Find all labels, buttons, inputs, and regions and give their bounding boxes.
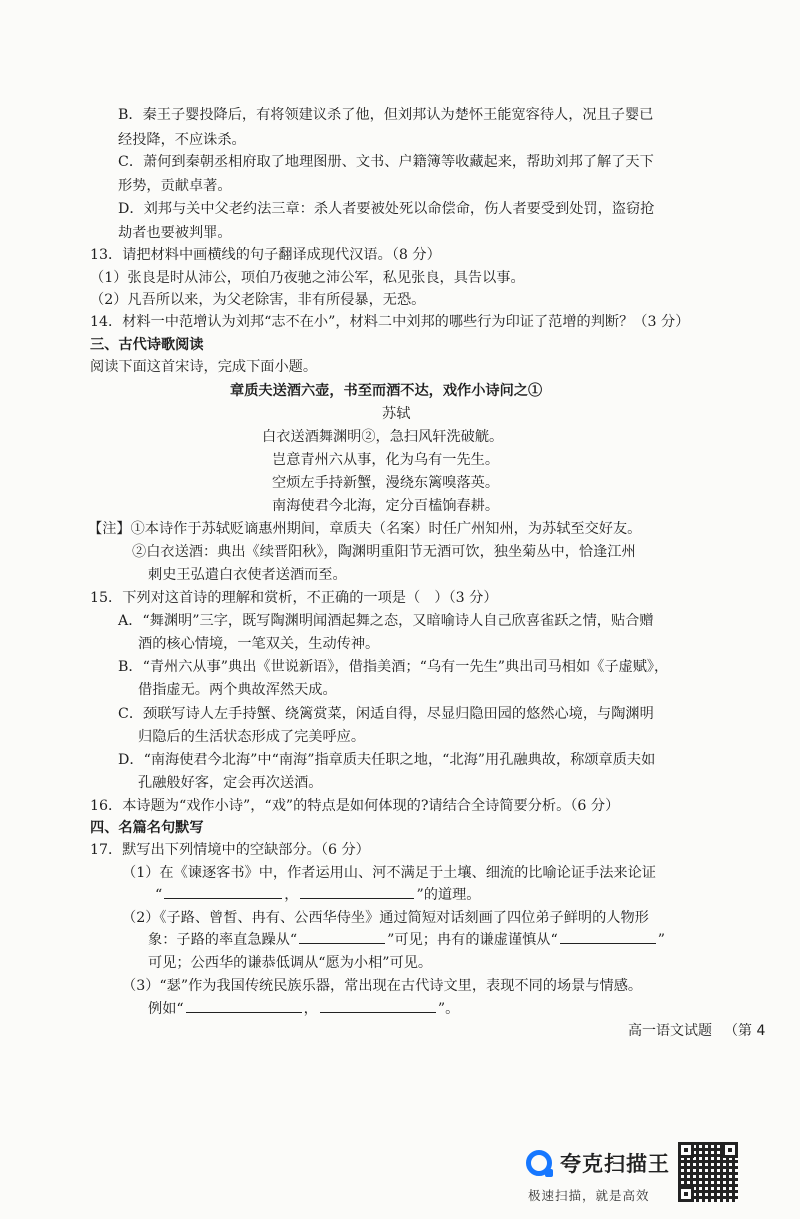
prefix: 象：子路的率直急躁从“ bbox=[148, 932, 298, 948]
option-d-line-2: 劫者也要被判罪。 bbox=[118, 225, 232, 241]
answer-blank[interactable] bbox=[186, 998, 302, 1013]
option-b-line-1: B．秦王子婴投降后，有将领建议杀了他，但刘邦认为楚怀王能宽容待人，况且子婴已 bbox=[118, 107, 654, 123]
close-quote: ”的道理。 bbox=[416, 887, 481, 903]
close-quote: ”。 bbox=[437, 1001, 460, 1017]
poem-line-3: 空烦左手持新蟹，漫绕东篱嗅落英。 bbox=[272, 475, 500, 491]
q17-item-2-cont: 可见；公西华的谦恭低调从“愿为小相”可见。 bbox=[148, 955, 433, 971]
answer-blank[interactable] bbox=[560, 929, 656, 944]
answer-blank[interactable] bbox=[164, 884, 282, 899]
poem-line-4: 南海使君今北海，定分百榼饷春耕。 bbox=[272, 498, 500, 514]
page-footer bbox=[628, 1020, 800, 1040]
q17-item-3-blanks bbox=[148, 997, 459, 1021]
watermark-title: 夸克扫描王 bbox=[560, 1152, 670, 1176]
q15-option-b-1: B．“青州六从事”典出《世说新语》，借指美酒；“乌有一先生”典出司马相如《子虚赋》， bbox=[118, 659, 669, 675]
close-quote: ” bbox=[657, 932, 665, 948]
comma: ， bbox=[303, 1001, 318, 1017]
answer-blank[interactable] bbox=[299, 929, 385, 944]
answer-blank[interactable] bbox=[300, 884, 414, 899]
question-15: 15．下列对这首诗的理解和赏析，不正确的一项是（ ）（3 分） bbox=[90, 590, 498, 606]
qr-code-icon bbox=[678, 1142, 738, 1202]
q17-item-1-blanks bbox=[155, 883, 480, 907]
q15-option-d-2: 孔融般好客，定会再次送酒。 bbox=[138, 775, 323, 791]
option-c-line-2: 形势，贡献卓著。 bbox=[118, 178, 232, 194]
question-13: 13．请把材料中画横线的句子翻译成现代汉语。（8 分） bbox=[90, 247, 441, 263]
note-2-cont: 刺史王弘遣白衣使者送酒而至。 bbox=[148, 567, 347, 583]
question-17: 17．默写出下列情境中的空缺部分。（6 分） bbox=[90, 842, 370, 858]
question-13-sentence-1: （1）张良是时从沛公，项伯乃夜驰之沛公军，私见张良，具告以事。 bbox=[90, 270, 525, 286]
section-3-instruction: 阅读下面这首宋诗，完成下面小题。 bbox=[90, 359, 318, 375]
watermark-logo bbox=[526, 1146, 696, 1180]
q17-item-2: （2）《子路、曾皙、冉有、公西华侍坐》通过简短对话刻画了四位弟子鲜明的人物形 bbox=[122, 910, 649, 926]
middle: ”可见；冉有的谦虚谨慎从“ bbox=[387, 932, 558, 948]
option-b-line-2: 经投降，不应诛杀。 bbox=[118, 132, 246, 148]
poem-line-1: 白衣送酒舞渊明②，急扫风轩洗破觥。 bbox=[262, 429, 504, 445]
open-quote: “ bbox=[155, 887, 163, 903]
section-4-heading: 四、名篇名句默写 bbox=[90, 820, 204, 836]
q15-option-a-2: 酒的核心情境，一笔双关，生动传神。 bbox=[138, 636, 380, 652]
option-d-line-1: D．刘邦与关中父老约法三章：杀人者要被处死以命偿命，伤人者要受到处罚，盗窃抢 bbox=[118, 201, 655, 217]
question-14: 14．材料一中范增认为刘邦“志不在小”，材料二中刘邦的哪些行为印证了范增的判断？（3 分） bbox=[90, 314, 690, 330]
q15-option-c-1: C．颈联写诗人左手持蟹、绕篱赏菜，闲适自得，尽显归隐田园的悠然心境，与陶渊明 bbox=[118, 706, 654, 722]
q17-item-3: （3）“瑟”作为我国传统民族乐器，常出现在古代诗文里，表现不同的场景与情感。 bbox=[122, 978, 643, 994]
note-1: 【注】①本诗作于苏轼贬谪惠州期间，章质夫（名案）时任广州知州，为苏轼至交好友。 bbox=[88, 521, 642, 537]
question-16: 16．本诗题为“戏作小诗”，“戏”的特点是如何体现的?请结合全诗简要分析。（6 分） bbox=[90, 798, 620, 814]
comma: ， bbox=[284, 887, 299, 903]
q15-option-c-2: 归隐后的生活状态形成了完美呼应。 bbox=[138, 729, 366, 745]
option-c-line-1: C．萧何到秦朝丞相府取了地理图册、文书、户籍簿等收藏起来，帮助刘邦了解了天下 bbox=[118, 154, 654, 170]
quark-logo-icon bbox=[526, 1150, 552, 1176]
answer-blank[interactable] bbox=[320, 998, 436, 1013]
q15-option-d-1: D．“南海使君今北海”中“南海”指章质夫任职之地，“北海”用孔融典故，称颂章质夫如 bbox=[118, 752, 656, 768]
note-2: ②白衣送酒：典出《续晋阳秋》，陶渊明重阳节无酒可饮，独坐菊丛中，恰逢江州 bbox=[132, 544, 636, 560]
section-3-heading: 三、古代诗歌阅读 bbox=[90, 337, 204, 353]
q15-option-a-1: A．“舞渊明”三字，既写陶渊明闻酒起舞之态，又暗喻诗人自己欣喜雀跃之情，贴合赠 bbox=[118, 613, 654, 629]
prefix: 例如“ bbox=[148, 1001, 184, 1017]
footer-page: （第 4 bbox=[724, 1023, 766, 1039]
qr-finder-icon bbox=[678, 1186, 694, 1202]
watermark-slogan: 极速扫描，就是高效 bbox=[528, 1188, 650, 1203]
question-13-sentence-2: （2）凡吾所以来，为父老除害，非有所侵暴，无恐。 bbox=[90, 292, 426, 308]
q17-item-2-blanks bbox=[148, 928, 665, 952]
qr-finder-icon bbox=[722, 1142, 738, 1158]
poem-title: 章质夫送酒六壶，书至而酒不达，戏作小诗问之① bbox=[230, 383, 543, 399]
qr-finder-icon bbox=[678, 1142, 694, 1158]
footer-title: 高一语文试题 bbox=[628, 1023, 712, 1039]
q17-item-1: （1）在《谏逐客书》中，作者运用山、河不满足于土壤、细流的比喻论证手法来论证 bbox=[122, 865, 656, 881]
poem-line-2: 岂意青州六从事，化为乌有一先生。 bbox=[272, 452, 500, 468]
q15-option-b-2: 借指虚无。两个典故浑然天成。 bbox=[138, 682, 337, 698]
poem-author: 苏轼 bbox=[382, 406, 411, 422]
